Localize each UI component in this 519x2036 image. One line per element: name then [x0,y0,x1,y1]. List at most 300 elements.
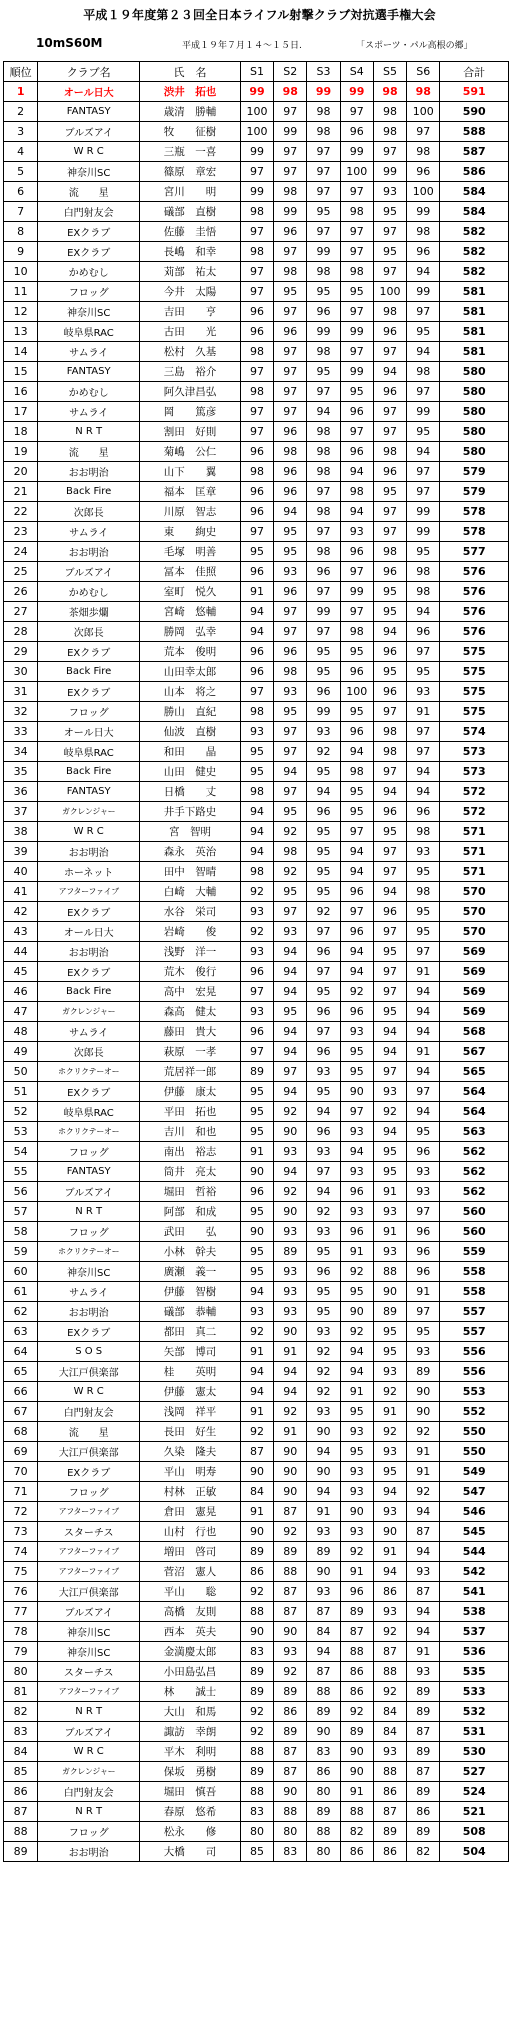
cell-s3: 97 [307,622,340,642]
col-s5-header: S5 [373,62,406,82]
cell-s1: 96 [240,502,273,522]
cell-s6: 98 [407,562,440,582]
cell-club: 岐阜県RAC [38,322,140,342]
cell-total: 584 [440,182,509,202]
cell-club: サムライ [38,342,140,362]
cell-s1: 93 [240,1302,273,1322]
cell-s6: 100 [407,102,440,122]
cell-total: 556 [440,1342,509,1362]
cell-name: 宮川 明 [140,182,241,202]
cell-club: 岐阜県RAC [38,742,140,762]
cell-name: 林 誠士 [140,1682,241,1702]
cell-club: おお明治 [38,1842,140,1862]
cell-club: ブルズアイ [38,122,140,142]
cell-name: 大山 和馬 [140,1702,241,1722]
cell-rank: 65 [4,1362,38,1382]
cell-s4: 97 [340,562,373,582]
cell-club: フロッグ [38,1822,140,1842]
cell-s1: 95 [240,762,273,782]
cell-club: 白門射友会 [38,1782,140,1802]
table-row [4,242,509,262]
table-row [4,1162,509,1182]
cell-s5: 90 [373,1522,406,1542]
cell-s6: 95 [407,542,440,562]
cell-club: EXクラブ [38,962,140,982]
cell-name: 三島 裕介 [140,362,241,382]
cell-s6: 97 [407,942,440,962]
cell-s3: 89 [307,1702,340,1722]
cell-s2: 94 [274,1362,307,1382]
cell-total: 573 [440,742,509,762]
cell-rank: 44 [4,942,38,962]
cell-s4: 86 [340,1662,373,1682]
cell-s5: 94 [373,1042,406,1062]
cell-s2: 95 [274,1002,307,1022]
cell-s6: 82 [407,1842,440,1862]
cell-club: フロッグ [38,702,140,722]
cell-s6: 99 [407,282,440,302]
cell-s5: 97 [373,222,406,242]
cell-s4: 97 [340,1102,373,1122]
cell-total: 575 [440,662,509,682]
table-row [4,82,509,102]
cell-name: 廣瀬 義一 [140,1262,241,1282]
cell-name: 荒木 俊行 [140,962,241,982]
cell-s3: 96 [307,802,340,822]
cell-s1: 89 [240,1762,273,1782]
cell-s3: 92 [307,1342,340,1362]
cell-club: かめむし [38,262,140,282]
cell-total: 582 [440,242,509,262]
cell-club: フロッグ [38,282,140,302]
cell-s2: 92 [274,1662,307,1682]
cell-total: 560 [440,1202,509,1222]
cell-rank: 25 [4,562,38,582]
cell-s5: 96 [373,642,406,662]
cell-name: 浅岡 祥平 [140,1402,241,1422]
cell-s3: 83 [307,1742,340,1762]
cell-s5: 94 [373,1122,406,1142]
cell-s5: 95 [373,1322,406,1342]
cell-s5: 88 [373,1762,406,1782]
cell-s3: 98 [307,122,340,142]
cell-rank: 53 [4,1122,38,1142]
cell-club: W R C [38,822,140,842]
cell-s3: 90 [307,1462,340,1482]
cell-s2: 97 [274,242,307,262]
cell-name: 歳清 勝輔 [140,102,241,122]
table-row [4,722,509,742]
cell-name: 荒居祥一郎 [140,1062,241,1082]
cell-s4: 90 [340,1762,373,1782]
cell-club: サムライ [38,402,140,422]
cell-s2: 98 [274,662,307,682]
cell-s5: 96 [373,682,406,702]
cell-s1: 95 [240,742,273,762]
cell-name: 堀田 哲裕 [140,1182,241,1202]
cell-s5: 92 [373,1622,406,1642]
cell-rank: 70 [4,1462,38,1482]
cell-total: 565 [440,1062,509,1082]
cell-s4: 92 [340,982,373,1002]
cell-s4: 93 [340,1522,373,1542]
table-row [4,542,509,562]
cell-s2: 88 [274,1802,307,1822]
cell-s4: 95 [340,802,373,822]
cell-s4: 95 [340,702,373,722]
cell-name: 伊藤 憲太 [140,1382,241,1402]
cell-s3: 97 [307,142,340,162]
table-row [4,822,509,842]
cell-rank: 1 [4,82,38,102]
cell-s5: 95 [373,1142,406,1162]
cell-s4: 91 [340,1382,373,1402]
cell-s6: 94 [407,1102,440,1122]
cell-s5: 93 [373,1502,406,1522]
cell-total: 541 [440,1582,509,1602]
cell-club: ブルズアイ [38,1602,140,1622]
cell-s5: 95 [373,822,406,842]
cell-rank: 74 [4,1542,38,1562]
cell-total: 582 [440,222,509,242]
cell-s2: 86 [274,1702,307,1722]
cell-s4: 97 [340,602,373,622]
cell-s6: 99 [407,522,440,542]
cell-s2: 89 [274,1722,307,1742]
cell-s3: 80 [307,1842,340,1862]
cell-rank: 18 [4,422,38,442]
cell-rank: 84 [4,1742,38,1762]
cell-name: 苅部 祐太 [140,262,241,282]
cell-total: 567 [440,1042,509,1062]
cell-club: ブルズアイ [38,562,140,582]
cell-rank: 62 [4,1302,38,1322]
cell-s4: 89 [340,1602,373,1622]
cell-s4: 88 [340,1642,373,1662]
cell-s5: 97 [373,142,406,162]
cell-total: 562 [440,1162,509,1182]
cell-s4: 91 [340,1562,373,1582]
cell-club: EXクラブ [38,902,140,922]
cell-s5: 97 [373,842,406,862]
page-title: 平成１９年度第２３回全日本ライフル射撃クラブ対抗選手権大会 [83,8,436,22]
cell-s5: 98 [373,302,406,322]
cell-club: 神奈川SC [38,1262,140,1282]
cell-s6: 94 [407,1542,440,1562]
cell-s2: 89 [274,1542,307,1562]
cell-s6: 91 [407,1642,440,1662]
cell-name: 割田 好則 [140,422,241,442]
cell-s4: 96 [340,1222,373,1242]
cell-rank: 77 [4,1602,38,1622]
cell-name: 冨本 佳照 [140,562,241,582]
cell-name: 春原 悠希 [140,1802,241,1822]
cell-s4: 86 [340,1842,373,1862]
cell-total: 564 [440,1082,509,1102]
cell-s4: 97 [340,222,373,242]
cell-s4: 89 [340,1722,373,1742]
col-s4-header: S4 [340,62,373,82]
cell-s1: 97 [240,522,273,542]
cell-s5: 98 [373,442,406,462]
cell-s5: 87 [373,1642,406,1662]
cell-s6: 95 [407,422,440,442]
table-row [4,402,509,422]
table-row [4,1182,509,1202]
table-row [4,1662,509,1682]
cell-club: アフターファイブ [38,1542,140,1562]
cell-total: 568 [440,1022,509,1042]
cell-s4: 94 [340,1362,373,1382]
cell-s6: 94 [407,982,440,1002]
cell-s3: 84 [307,1622,340,1642]
cell-s4: 97 [340,302,373,322]
table-row [4,742,509,762]
cell-s5: 95 [373,242,406,262]
cell-club: EXクラブ [38,682,140,702]
cell-name: 勝山 直紀 [140,702,241,722]
cell-s1: 95 [240,1102,273,1122]
cell-name: 吉川 和也 [140,1122,241,1142]
cell-s6: 97 [407,1082,440,1102]
cell-rank: 42 [4,902,38,922]
cell-s4: 88 [340,1802,373,1822]
table-row [4,1722,509,1742]
table-row [4,582,509,602]
table-row [4,1262,509,1282]
cell-s2: 94 [274,502,307,522]
table-row [4,1642,509,1662]
cell-s3: 93 [307,1062,340,1082]
cell-rank: 47 [4,1002,38,1022]
cell-s4: 91 [340,1242,373,1262]
cell-club: W R C [38,1382,140,1402]
cell-s1: 89 [240,1682,273,1702]
cell-s3: 88 [307,1682,340,1702]
cell-club: N R T [38,1202,140,1222]
cell-club: EXクラブ [38,242,140,262]
cell-s1: 96 [240,1182,273,1202]
cell-rank: 11 [4,282,38,302]
cell-s1: 91 [240,1342,273,1362]
cell-club: 神奈川SC [38,1622,140,1642]
table-row [4,342,509,362]
cell-s2: 92 [274,862,307,882]
cell-s2: 93 [274,922,307,942]
cell-s1: 96 [240,302,273,322]
cell-s2: 93 [274,682,307,702]
cell-name: 福本 匡章 [140,482,241,502]
cell-total: 580 [440,402,509,422]
cell-rank: 40 [4,862,38,882]
cell-rank: 63 [4,1322,38,1342]
cell-club: EXクラブ [38,642,140,662]
cell-rank: 89 [4,1842,38,1862]
cell-s6: 95 [407,322,440,342]
cell-total: 580 [440,382,509,402]
cell-club: かめむし [38,582,140,602]
cell-s6: 99 [407,402,440,422]
cell-s1: 94 [240,802,273,822]
cell-rank: 75 [4,1562,38,1582]
cell-s5: 89 [373,1302,406,1322]
cell-s2: 97 [274,902,307,922]
cell-s6: 93 [407,1562,440,1582]
table-row [4,1082,509,1102]
cell-s1: 89 [240,1542,273,1562]
cell-rank: 6 [4,182,38,202]
cell-total: 587 [440,142,509,162]
cell-s5: 98 [373,742,406,762]
cell-s1: 96 [240,322,273,342]
cell-name: 森高 健太 [140,1002,241,1022]
cell-name: 森永 英治 [140,842,241,862]
cell-rank: 59 [4,1242,38,1262]
cell-s5: 94 [373,882,406,902]
cell-rank: 20 [4,462,38,482]
cell-total: 578 [440,502,509,522]
cell-s2: 80 [274,1822,307,1842]
cell-s3: 95 [307,642,340,662]
cell-rank: 16 [4,382,38,402]
cell-s1: 88 [240,1742,273,1762]
cell-s4: 90 [340,1742,373,1762]
cell-s6: 97 [407,1202,440,1222]
cell-s4: 97 [340,902,373,922]
cell-total: 532 [440,1702,509,1722]
cell-s1: 97 [240,422,273,442]
cell-total: 550 [440,1422,509,1442]
cell-s6: 94 [407,1022,440,1042]
cell-club: Back Fire [38,762,140,782]
cell-name: 堀田 慎吾 [140,1782,241,1802]
cell-s6: 98 [407,582,440,602]
cell-s4: 95 [340,1042,373,1062]
cell-s2: 95 [274,282,307,302]
cell-s6: 89 [407,1702,440,1722]
cell-s4: 96 [340,1582,373,1602]
cell-s3: 99 [307,322,340,342]
table-row [4,1422,509,1442]
cell-s1: 92 [240,882,273,902]
cell-s6: 94 [407,1002,440,1022]
cell-s6: 93 [407,842,440,862]
table-row [4,442,509,462]
cell-name: 都田 真二 [140,1322,241,1342]
cell-total: 558 [440,1262,509,1282]
cell-s1: 97 [240,402,273,422]
cell-s5: 97 [373,342,406,362]
cell-s4: 97 [340,242,373,262]
cell-total: 590 [440,102,509,122]
cell-s2: 97 [274,602,307,622]
cell-s6: 87 [407,1722,440,1742]
cell-total: 586 [440,162,509,182]
cell-s5: 97 [373,982,406,1002]
cell-name: 松村 久基 [140,342,241,362]
cell-name: 仙波 直樹 [140,722,241,742]
cell-s2: 96 [274,462,307,482]
cell-rank: 52 [4,1102,38,1122]
cell-rank: 50 [4,1062,38,1082]
cell-club: サムライ [38,1282,140,1302]
cell-name: 平田 拓也 [140,1102,241,1122]
cell-s1: 96 [240,562,273,582]
cell-name: 伊藤 智樹 [140,1282,241,1302]
cell-s6: 95 [407,902,440,922]
cell-s1: 86 [240,1562,273,1582]
cell-s2: 93 [274,1642,307,1662]
table-row [4,802,509,822]
cell-total: 562 [440,1182,509,1202]
cell-s1: 91 [240,1502,273,1522]
cell-total: 581 [440,282,509,302]
results-table [3,61,509,1862]
cell-name: 伊藤 康太 [140,1082,241,1102]
cell-s3: 95 [307,882,340,902]
cell-s1: 90 [240,1222,273,1242]
cell-s3: 98 [307,422,340,442]
cell-s3: 98 [307,542,340,562]
cell-s1: 92 [240,1322,273,1342]
cell-rank: 4 [4,142,38,162]
cell-s3: 94 [307,402,340,422]
cell-s3: 86 [307,1762,340,1782]
cell-s1: 98 [240,202,273,222]
cell-s5: 98 [373,122,406,142]
cell-s6: 96 [407,1242,440,1262]
cell-total: 549 [440,1462,509,1482]
table-row [4,862,509,882]
cell-s5: 95 [373,482,406,502]
cell-s6: 91 [407,702,440,722]
cell-name: 西本 英夫 [140,1622,241,1642]
table-row [4,1062,509,1082]
cell-rank: 85 [4,1762,38,1782]
table-row [4,122,509,142]
cell-club: N R T [38,1802,140,1822]
cell-s1: 95 [240,1122,273,1142]
cell-s5: 97 [373,702,406,722]
cell-s6: 100 [407,182,440,202]
cell-name: 浅野 洋一 [140,942,241,962]
cell-rank: 66 [4,1382,38,1402]
cell-club: ホーネット [38,862,140,882]
cell-club: おお明治 [38,542,140,562]
col-s2-header: S2 [274,62,307,82]
cell-club: N R T [38,1702,140,1722]
cell-name: 吉田 亨 [140,302,241,322]
cell-s4: 96 [340,542,373,562]
table-row [4,1302,509,1322]
cell-s3: 97 [307,182,340,202]
cell-name: 和田 晶 [140,742,241,762]
cell-s6: 97 [407,302,440,322]
cell-s2: 96 [274,482,307,502]
cell-s1: 88 [240,1602,273,1622]
table-row [4,482,509,502]
table-row [4,1682,509,1702]
cell-s1: 83 [240,1642,273,1662]
cell-name: 白崎 大輔 [140,882,241,902]
cell-s4: 91 [340,1782,373,1802]
cell-rank: 29 [4,642,38,662]
cell-s6: 93 [407,1342,440,1362]
table-row [4,1542,509,1562]
cell-s2: 89 [274,1682,307,1702]
cell-s5: 95 [373,1342,406,1362]
cell-rank: 45 [4,962,38,982]
